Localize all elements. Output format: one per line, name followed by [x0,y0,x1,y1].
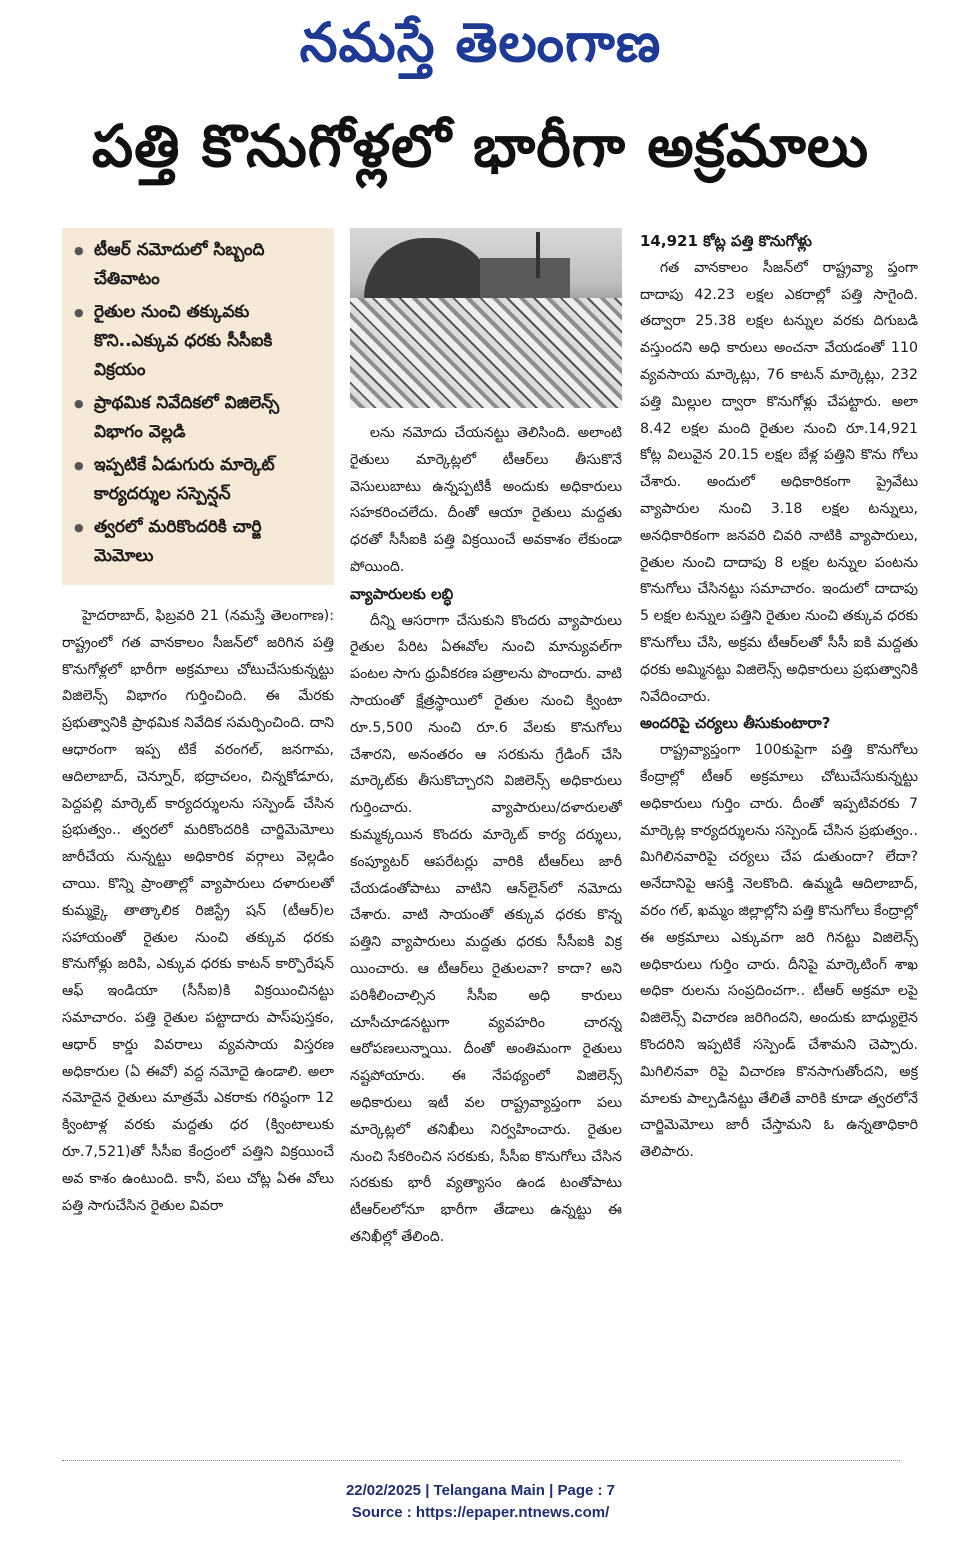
footer [0,1480,961,1524]
highlight-item: ● ఇప్పటికే ఏడుగురు మార్కెట్ కార్యదర్శుల సస్పెన్షన్ [72,451,324,509]
footer-divider [62,1460,900,1461]
highlight-item: ● రైతుల నుంచి తక్కువకు కొని..ఎక్కువ ధరకు సీసీఐకి విక్రయం [72,298,324,385]
column-1 [62,228,334,1219]
footer-date-page: 22/02/2025 | Telangana Main | Page : 7 [345,1482,616,1499]
column-3 [640,228,918,1166]
footer-source[interactable]: Source : https://epaper.ntnews.com/ [351,1504,610,1521]
newspaper-logo: నమస్తే తెలంగాణ [299,10,662,74]
highlights-box [62,228,334,585]
article-body-3b: రాష్ట్రవ్యాప్తంగా 100కుపైగా పత్తి కొనుగోలు కేంద్రాల్లో టీఆర్ అక్రమాలు చోటుచేసుకున్నట్టు అధికారులు గుర్తిం చారు. దీంతో ఇప్పటివరకు 7 మార్కెట్ల కార్యదర్శులను సస్పెండ్ చేసిన ప్రభుత్వం.. మిగిలినవారిపై చర్యలు చేప డుతుందా? లేదా? అనేదానిపై ఆసక్తి నెలకొంది. ఉమ్మడి ఆదిలాబాద్, వరం గల్, ఖమ్మం జిల్లాల్లోని పత్తి కొనుగోలు కేంద్రాల్లో ఈ అక్రమాలు ఎక్కువగా జరి గినట్టు విజిలెన్స్ అధికారులు గుర్తిం చారు. దీనిపై మార్కెటింగ్ శాఖ అధికా రులను సంప్రదించగా.. టీఆర్ అక్రమా లపై విజిలెన్స్ విచారణ జరిగిందని, అందుకు బాధ్యులైన కొందరిని ఇప్పటికే సస్పెండ్ చేశామని చెప్పారు. మిగిలినవా రిపై విచారణ కొనసాగుతోందని, అక్ర మాలకు పాల్పడినట్టు తేలితే వారికి కూడా త్వరలోనే చార్జిమెమోలు జారీ చేస్తామని ఓ ఉన్నతాధికారి తెలిపారు. [640,742,918,1161]
subhead-purchases: 14,921 కోట్ల పత్తి కొనుగోళ్లు [640,232,812,250]
highlight-item: ● త్వరలో మరికొందరికి చార్జి మెమోలు [72,513,324,571]
highlight-item: ● టీఆర్ నమోదులో సిబ్బంది చేతివాటం [72,236,324,294]
article-body-1: హైదరాబాద్, ఫిబ్రవరి 21 (నమస్తే తెలంగాణ): రాష్ట్రంలో గత వానకాలం సీజన్‌లో జరిగిన పత్తి కొనుగోళ్లలో భారీగా అక్రమాలు చోటుచేసుకున్నట్టు విజిలెన్స్ విభాగం గుర్తించింది. ఈ మేరకు ప్రభుత్వానికి ప్రాథమిక నివేదిక సమర్పించింది. దాని ఆధారంగా ఇప్ప టికే వరంగల్, జనగామ, ఆదిలాబాద్, చెన్నూర్, భద్రాచలం, చిన్నకోడూరు, పెద్దపల్లి మార్కెట్ కార్యదర్శులను సస్పెండ్ చేసిన ప్రభుత్వం.. త్వరలో మరికొందరికి చార్జిమెమోలు జారీచేయ నున్నట్టు అధికారిక వర్గాలు వెల్లడిం చాయి. కొన్ని ప్రాంతాల్లో వ్యాపారులు దళారులతో కుమ్మక్కై తాత్కాలిక రిజిస్ట్రే షన్ (టీఆర్)ల సహాయంతో రైతుల నుంచి తక్కువ ధరకు కొనుగోళ్లు జరిపి, ఎక్కువ ధరకు కాటన్ కార్పొరేషన్ ఆఫ్ ఇండియా (సీసీఐ)కి విక్రయించినట్టు సమాచారం. పత్తి రైతుల పట్టాదారు పాస్‌పుస్తకం, ఆధార్ కార్డు వివరాలు వ్యవసాయ విస్తరణ అధికారుల (ఏ ఈవో) వద్ద నమోదై ఉండాలి. అలా నమోదైన రైతులు మాత్రమే ఎకరాకు గరిష్ఠంగా 12 క్వింటాళ్ల వరకు మద్దతు ధర (క్వింటాలుకు రూ.7,521)తో సీసీఐ కేంద్రంలో పత్తిని విక్రయించే అవ కాశం ఉంటుంది. కానీ, పలు చోట్ల ఏఈ వోలు పత్తి సాగుచేసిన రైతుల వివరా [62,608,334,1214]
headline: పత్తి కొనుగోళ్లలో భారీగా అక్రమాలు [91,112,870,180]
masthead [0,0,961,98]
cotton-market-photo [350,228,622,408]
subhead-action: అందరిపై చర్యలు తీసుకుంటారా? [640,714,831,733]
highlight-item: ● ప్రాథమిక నివేదికలో విజిలెన్స్ విభాగం వెల్లడి [72,389,324,447]
article-body-2b: దీన్ని ఆసరాగా చేసుకుని కొందరు వ్యాపారులు రైతుల పేరిట ఏఈవోల నుంచి మాన్యువల్‌గా పంటల సాగు ధ్రువీకరణ పత్రాలను పొందారు. వాటి సాయంతో క్షేత్రస్థాయిలో రైతుల నుంచి క్వింటా రూ.5,500 నుంచి రూ.6 వేలకు కొనుగోలు చేశారని, అనంతరం ఆ సరకును గ్రేడింగ్ చేసి మార్కెట్‌కు తీసుకొచ్చారని విజిలెన్స్ అధికారులు గుర్తించారు. వ్యాపారులు/దళారులతో కుమ్మక్కయిన కొందరు మార్కెట్ కార్య దర్శులు, కంప్యూటర్ ఆపరేటర్లు వారికి టీఆర్‌లు జారీ చేయడంతోపాటు వాటిని ఆన్‌లైన్‌లో నమోదు చేశారు. వాటి సాయంతో తక్కువ ధరకు కొన్న పత్తిని వ్యాపారులు మద్దతు ధరకు సీసీఐకి విక్ర యించారు. ఆ టీఆర్‌లు రైతులవా? కాదా? అని పరిశీలించాల్సిన సీసీఐ అధి కారులు చూసీచూడనట్టుగా వ్యవహరిం చారన్న ఆరోపణలున్నాయి. దీంతో అంతిమంగా రైతులు నష్టపోయారు. ఈ నేపథ్యంలో విజిలెన్స్ అధికారులు ఇటీ వల రాష్ట్రవ్యాప్తంగా పలు మార్కెట్లలో తనిఖీలు నిర్వహించారు. రైతుల నుంచి సేకరించిన సరకుకు, సీసీఐ కొనుగోలు చేసిన సరకుకు భారీ వ్యత్యాసం ఉండ టంతోపాటు టీఆర్‌లలోనూ భారీగా తేడాలు ఉన్నట్టు ఈ తనిఖీల్లో తేలింది. [350,612,622,1245]
subhead-traders-benefit: వ్యాపారులకు లబ్ధి [350,584,454,603]
column-2 [350,228,622,1251]
article-body-3a: గత వానకాలం సీజన్‌లో రాష్ట్రవ్యా ప్తంగా దాదాపు 42.23 లక్షల ఎకరాల్లో పత్తి సాగైంది. తద్వారా 25.38 లక్షల టన్నుల వరకు దిగుబడి వస్తుందని అధి కారులు అంచనా వేయడంతో 110 వ్యవసాయ మార్కెట్లు, 76 కాటన్ మార్కెట్లు, 232 పత్తి మిల్లుల ద్వారా కొనుగోళ్లు చేపట్టారు. అలా 8.42 లక్షల మంది రైతుల నుంచి రూ.14,921 కోట్ల విలువైన 20.15 లక్షల బేళ్ల పత్తిని కొను గోలు చేశారు. అందులో అధికారికంగా ప్రైవేటు వ్యాపారుల నుంచి 3.18 లక్షల టన్నులు, అనధికారికంగా జనవరి చివరి నాటికి వ్యాపారులు, రైతుల నుంచి దాదాపు 8 లక్షల టన్నుల పంటను కొనుగోలు చేసినట్టు సమాచారం. ఇందులో దాదాపు 5 లక్షల టన్నుల పత్తిని రైతుల నుంచి తక్కువ ధరకు కొనుగోలు చేసి, అక్రమ టీఆర్‌లతో సీసీ ఐకి మద్దతు ధరకు అమ్మినట్టు విజిలెన్స్ అధికారులు ప్రభుత్వానికి నివేదించారు. [640,259,918,705]
article-body-2a: లను నమోదు చేయనట్టు తెలిసింది. అలాంటి రైతులు మార్కెట్లలో టీఆర్‌లు తీసుకొనే వెసులుబాటు ఉన్నప్పటికీ అందుకు అధికారులు సహకరించలేదు. దీంతో ఆయా రైతులు మద్దతు ధరతో సీసీఐకి పత్తి విక్రయించే అవకాశం లేకుండా పోయింది. [350,425,622,575]
